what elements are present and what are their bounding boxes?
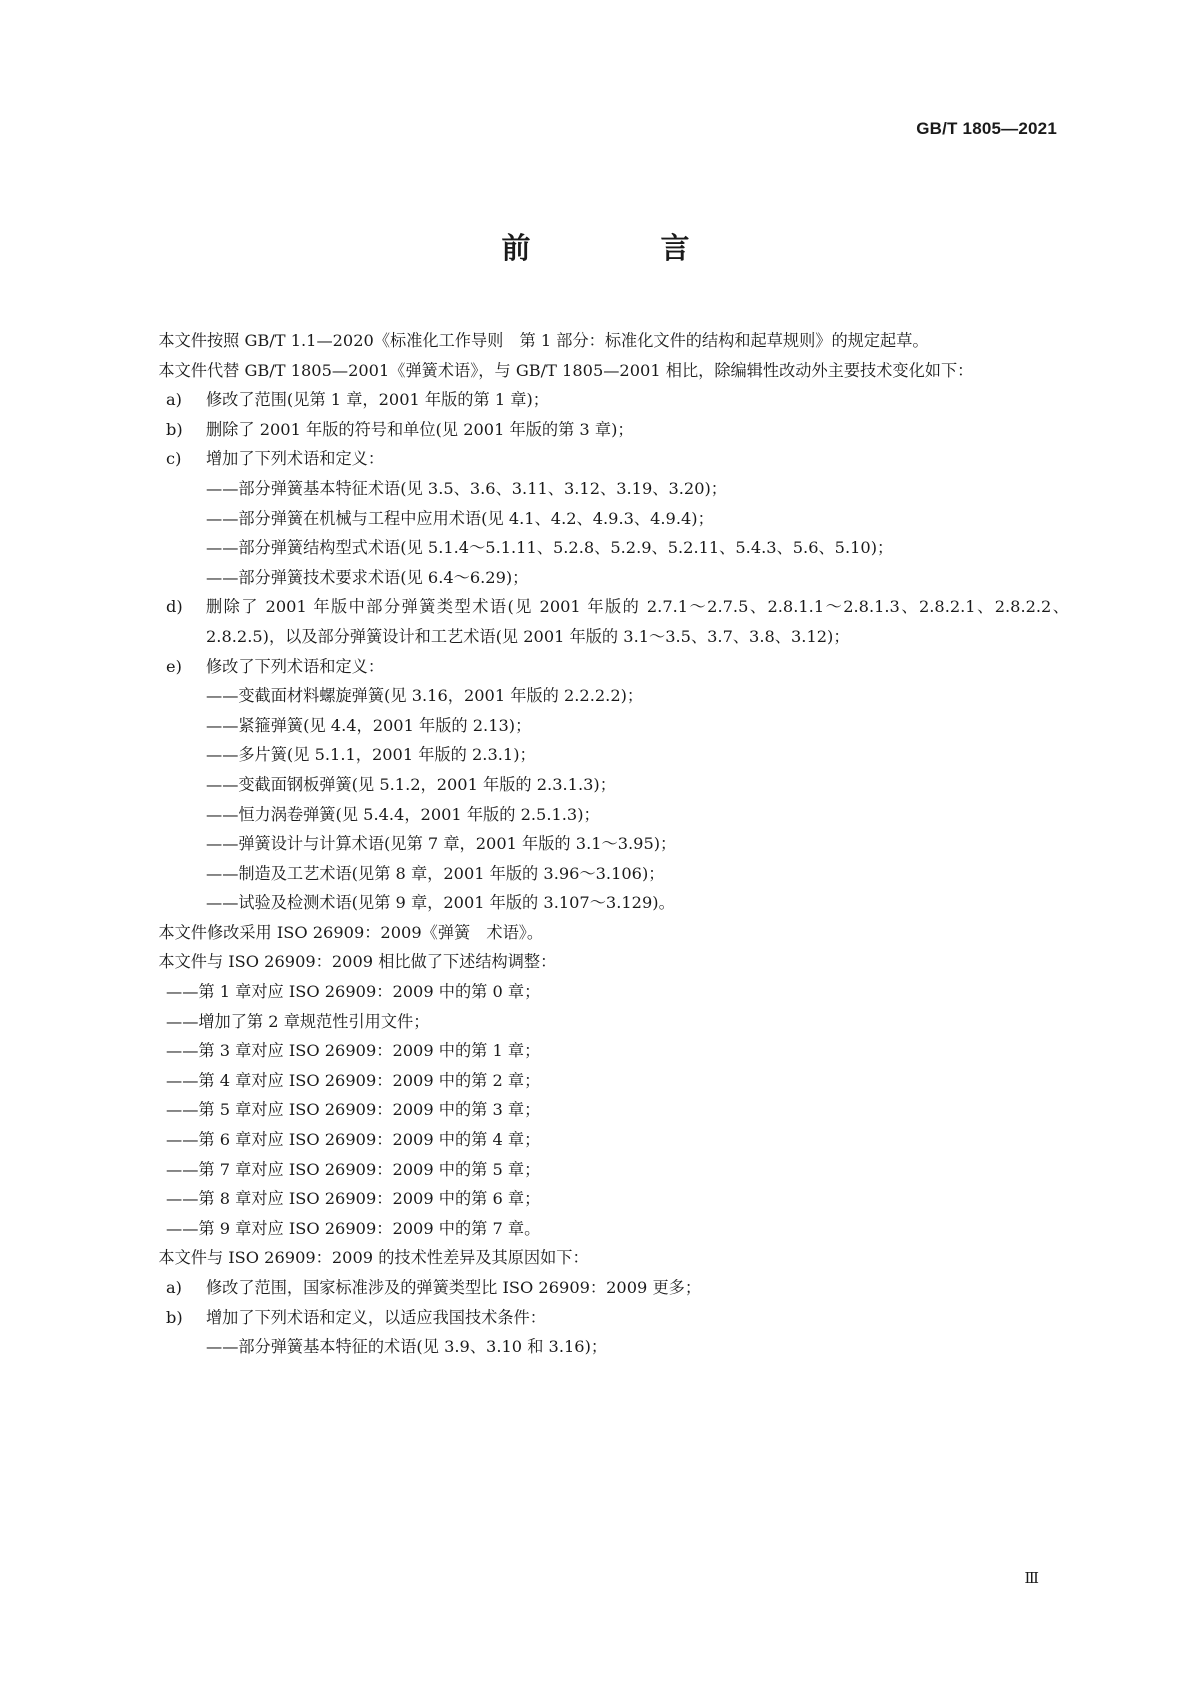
dash-item: ——多片簧(见 5.1.1，2001 年版的 2.3.1)； (206, 745, 536, 765)
structure-item: ——第 5 章对应 ISO 26909：2009 中的第 3 章； (166, 1100, 541, 1120)
list-marker: b) (166, 419, 183, 439)
dash-item: ——恒力涡卷弹簧(见 5.4.4，2001 年版的 2.5.1.3)； (206, 804, 600, 824)
list-marker: b) (166, 1307, 183, 1327)
list-item-change-a (126, 385, 1069, 415)
standard-number: GB/T 1805—2021 (916, 119, 1057, 138)
list-item-change-e (126, 652, 1069, 682)
list-item-change-c (126, 444, 1069, 474)
dash-item: ——变截面钢板弹簧(见 5.1.2，2001 年版的 2.3.1.3)； (206, 774, 616, 794)
structure-item: ——增加了第 2 章规范性引用文件； (166, 1011, 430, 1031)
structure-item: ——第 4 章对应 ISO 26909：2009 中的第 2 章； (166, 1070, 541, 1090)
paragraph-replacement: 本文件代替 GB/T 1805—2001《弹簧术语》，与 GB/T 1805—2001 相比，除编辑性改动外主要技术变化如下： (158, 360, 974, 380)
paragraph-adoption: 本文件修改采用 ISO 26909：2009《弹簧 术语》。 (158, 922, 544, 942)
dash-item: ——部分弹簧基本特征术语(见 3.5、3.6、3.11、3.12、3.19、3.20)； (206, 478, 727, 498)
dash-item: ——部分弹簧技术要求术语(见 6.4～6.29)； (206, 567, 529, 587)
list-marker: e) (166, 656, 182, 676)
dash-item: ——制造及工艺术语(见第 8 章，2001 年版的 3.96～3.106)； (206, 863, 665, 883)
preface-body (126, 326, 1069, 1362)
dash-item: ——部分弹簧在机械与工程中应用术语(见 4.1、4.2、4.9.3、4.9.4)； (206, 508, 714, 528)
dash-item: ——部分弹簧基本特征的术语(见 3.9、3.10 和 3.16)； (206, 1337, 608, 1357)
page-number: Ⅲ (1024, 1569, 1039, 1587)
dash-item: ——紧箍弹簧(见 4.4，2001 年版的 2.13)； (206, 715, 532, 735)
list-marker: a) (166, 1278, 182, 1297)
list-item-text: 增加了下列术语和定义： (206, 449, 385, 469)
paragraph-drafting-basis: 本文件按照 GB/T 1.1—2020《标准化工作导则 第 1 部分：标准化文件的结构和起草规则》的规定起草。 (158, 331, 929, 350)
list-marker: d) (166, 597, 183, 617)
dash-item: ——变截面材料螺旋弹簧(见 3.16，2001 年版的 2.2.2.2)； (206, 686, 644, 706)
dash-item: ——弹簧设计与计算术语(见第 7 章，2001 年版的 3.1～3.95)； (206, 834, 677, 854)
list-item-text: 删除了 2001 年版中部分弹簧类型术语(见 2001 年版的 2.7.1～2.7.5、2.8.1.1～2.8.1.3、2.8.2.1、2.8.2.2、2.8.2.5)，以及部分弹簧设计和工艺术语(见 2001 年版的 3.1～3.5、3.7、3.8、3.12)； (206, 597, 1069, 646)
paragraph-differences-intro: 本文件与 ISO 26909：2009 的技术性差异及其原因如下： (158, 1248, 589, 1268)
structure-item: ——第 7 章对应 ISO 26909：2009 中的第 5 章； (166, 1159, 541, 1179)
list-item-text: 修改了范围(见第 1 章，2001 年版的第 1 章)； (206, 390, 549, 410)
list-item-text: 修改了范围，国家标准涉及的弹簧类型比 ISO 26909：2009 更多； (206, 1278, 702, 1297)
paragraph-structure-intro: 本文件与 ISO 26909：2009 相比做了下述结构调整： (158, 952, 557, 972)
dash-item: ——部分弹簧结构型式术语(见 5.1.4～5.1.11、5.2.8、5.2.9、5.2.11、5.4.3、5.6、5.10)； (206, 538, 894, 558)
list-item-change-d (126, 592, 1069, 651)
list-item-diff-b (126, 1303, 1069, 1333)
structure-item: ——第 9 章对应 ISO 26909：2009 中的第 7 章。 (166, 1218, 541, 1238)
structure-item: ——第 8 章对应 ISO 26909：2009 中的第 6 章； (166, 1189, 541, 1209)
list-item-text: 删除了 2001 年版的符号和单位(见 2001 年版的第 3 章)； (206, 419, 634, 439)
list-item-diff-a (126, 1273, 1069, 1303)
list-item-text: 修改了下列术语和定义： (206, 656, 385, 676)
dash-item: ——试验及检测术语(见第 9 章，2001 年版的 3.107～3.129)。 (206, 893, 675, 913)
structure-item: ——第 6 章对应 ISO 26909：2009 中的第 4 章； (166, 1130, 541, 1150)
page-title: 前 言 (501, 231, 750, 265)
list-item-text: 增加了下列术语和定义，以适应我国技术条件： (206, 1307, 546, 1327)
structure-item: ——第 3 章对应 ISO 26909：2009 中的第 1 章； (166, 1041, 541, 1061)
list-marker: a) (166, 390, 182, 410)
structure-item: ——第 1 章对应 ISO 26909：2009 中的第 0 章； (166, 982, 541, 1002)
list-item-change-b (126, 415, 1069, 445)
list-marker: c) (166, 449, 182, 469)
